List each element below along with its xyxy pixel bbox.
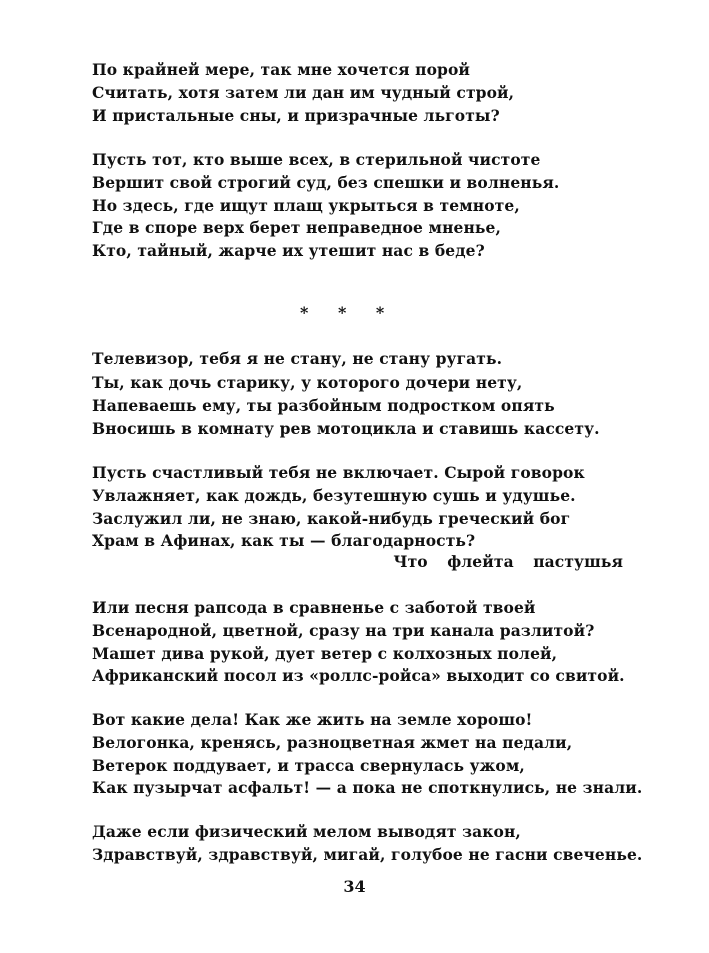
poem-line: Даже если физический мелом выводят закон, xyxy=(92,822,521,841)
poem-line: Машет дива рукой, дует ветер с колхозных полей, xyxy=(92,644,558,663)
poem-line: Всенародной, цветной, сразу на три канала разлитой? xyxy=(92,621,595,640)
poem-line: Или песня рапсода в сравненье с заботой твоей xyxy=(92,598,536,617)
poem-line: Считать, хотя затем ли дан им чудный строй, xyxy=(92,83,515,102)
poem-line: Где в споре верх берет неправедное мненье, xyxy=(92,218,502,237)
poem-line: Велогонка, кренясь, разноцветная жмет на педали, xyxy=(92,733,573,752)
poem-line: Вносишь в комнату рев мотоцикла и ставишь кассету. xyxy=(92,419,600,438)
poem-line: По крайней мере, так мне хочется порой xyxy=(92,60,470,79)
poem-line: Увлажняет, как дождь, безутешную сушь и удушье. xyxy=(92,486,576,505)
poem-line: Пусть счастливый тебя не включает. Сырой говорок xyxy=(92,463,585,482)
poem-line: Вершит свой строгий суд, без спешки и волненья. xyxy=(92,173,560,192)
page-number: 34 xyxy=(343,877,366,896)
poem-line: Африканский посол из «роллс-ройса» выходит со свитой. xyxy=(92,666,625,685)
poem-line: Как пузырчат асфальт! — а пока не споткнулись, не знали. xyxy=(92,778,643,797)
poem-line: Вот какие дела! Как же жить на земле хорошо! xyxy=(92,710,533,729)
section-separator: * * * xyxy=(300,303,397,322)
poem-line: Ветерок поддувает, и трасса свернулась ужом, xyxy=(92,756,525,775)
poem-line: И пристальные сны, и призрачные льготы? xyxy=(92,106,500,125)
poem-line: Заслужил ли, не знаю, какой-нибудь греческий бог xyxy=(92,509,571,528)
poem-line: Храм в Афинах, как ты — благодарность? xyxy=(92,531,476,550)
poem-line: Напеваешь ему, ты разбойным подростком опять xyxy=(92,396,555,415)
poem-line: Пусть тот, кто выше всех, в стерильной чистоте xyxy=(92,150,541,169)
poem-line: Кто, тайный, жарче их утешит нас в беде? xyxy=(92,241,485,260)
poem-line: Телевизор, тебя я не стану, не стану ругать. xyxy=(92,349,503,368)
poem-line: Ты, как дочь старику, у которого дочери нету, xyxy=(92,373,523,392)
poem-line: Но здесь, где ищут плащ укрыться в темноте, xyxy=(92,196,520,215)
poem-line-continuation: Что флейта пастушья xyxy=(393,552,623,571)
poem-line: Здравствуй, здравствуй, мигай, голубое не гасни свеченье. xyxy=(92,845,643,864)
